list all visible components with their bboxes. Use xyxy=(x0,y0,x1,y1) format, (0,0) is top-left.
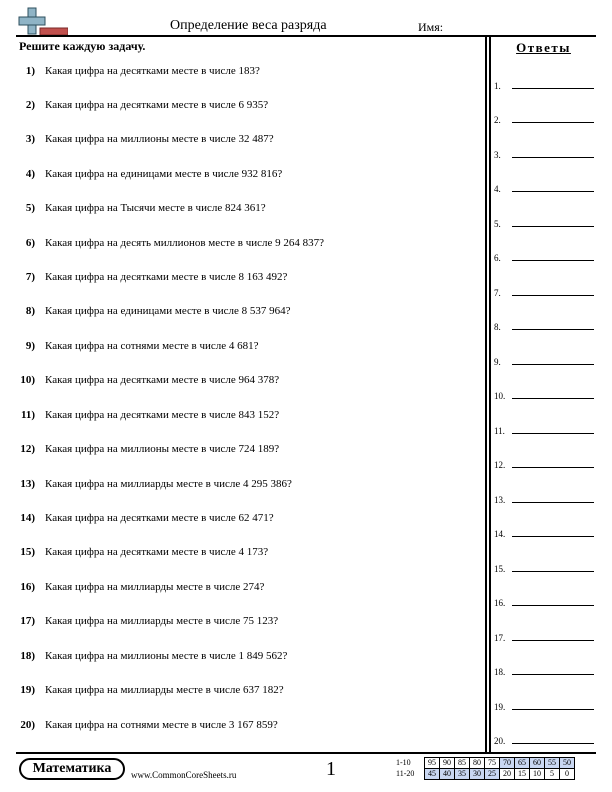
instruction-text: Решите каждую задачу. xyxy=(19,39,146,53)
bottom-divider xyxy=(16,752,596,754)
answer-slot[interactable] xyxy=(494,178,594,194)
score-cell: 60 xyxy=(530,758,545,769)
question-number: 4) xyxy=(25,168,35,180)
answer-line[interactable] xyxy=(512,122,594,123)
answer-slot[interactable] xyxy=(494,75,594,91)
answer-line[interactable] xyxy=(512,743,594,744)
score-cell: 70 xyxy=(500,758,515,769)
question-text: Какая цифра на миллиарды месте в числе 637 182? xyxy=(45,684,284,696)
question-text: Какая цифра на десятками месте в числе 4 173? xyxy=(45,546,269,558)
brand-badge: Математика xyxy=(19,758,125,780)
answer-slot[interactable] xyxy=(494,385,594,401)
question-text: Какая цифра на миллионы месте в числе 32 487? xyxy=(45,133,274,145)
answer-line[interactable] xyxy=(512,157,594,158)
question-number: 2) xyxy=(25,99,35,111)
question-text: Какая цифра на единицами месте в числе 932 816? xyxy=(45,168,283,180)
question-number: 16) xyxy=(20,581,35,593)
answer-number: 15. xyxy=(494,564,506,574)
question-number: 14) xyxy=(20,512,35,524)
question-number: 11) xyxy=(20,409,35,421)
question-text: Какая цифра на сотнями месте в числе 4 681? xyxy=(45,340,259,352)
name-label: Имя: xyxy=(418,20,444,34)
answer-line[interactable] xyxy=(512,88,594,89)
question-text: Какая цифра на десятками месте в числе 8 163 492? xyxy=(45,271,288,283)
question-text: Какая цифра на десятками месте в числе 183? xyxy=(45,65,260,77)
question-text: Какая цифра на десять миллионов месте в числе 9 264 837? xyxy=(45,237,324,249)
score-cell: 90 xyxy=(440,758,455,769)
math-plus-logo-icon xyxy=(16,6,68,36)
answer-number: 3. xyxy=(494,150,501,160)
answer-slot[interactable] xyxy=(494,316,594,332)
answer-line[interactable] xyxy=(512,571,594,572)
answer-number: 7. xyxy=(494,288,501,298)
question-number: 8) xyxy=(25,305,35,317)
question-text: Какая цифра на десятками месте в числе 843 152? xyxy=(45,409,280,421)
score-row xyxy=(396,758,575,769)
answer-line[interactable] xyxy=(512,329,594,330)
score-row-label: 1-10 xyxy=(396,758,411,767)
answer-line[interactable] xyxy=(512,640,594,641)
score-cell: 5 xyxy=(545,769,560,780)
score-cell: 55 xyxy=(545,758,560,769)
answer-line[interactable] xyxy=(512,295,594,296)
answer-number: 5. xyxy=(494,219,501,229)
score-row-label: 11-20 xyxy=(396,769,415,778)
answer-number: 12. xyxy=(494,460,506,470)
answer-slot[interactable] xyxy=(494,523,594,539)
answer-line[interactable] xyxy=(512,226,594,227)
score-cell: 40 xyxy=(440,769,455,780)
question-text: Какая цифра на Тысячи месте в числе 824 361? xyxy=(45,202,266,214)
question-number: 3) xyxy=(25,133,35,145)
score-row xyxy=(396,769,575,780)
answer-line[interactable] xyxy=(512,605,594,606)
score-cell: 45 xyxy=(425,769,440,780)
question-number: 1) xyxy=(25,65,35,77)
question-text: Какая цифра на сотнями месте в числе 3 167 859? xyxy=(45,719,278,731)
answer-line[interactable] xyxy=(512,709,594,710)
answer-slot[interactable] xyxy=(494,420,594,436)
score-cell: 85 xyxy=(455,758,470,769)
answer-slot[interactable] xyxy=(494,109,594,125)
answer-slot[interactable] xyxy=(494,592,594,608)
question-text: Какая цифра на миллиарды месте в числе 274? xyxy=(45,581,265,593)
question-number: 12) xyxy=(20,443,35,455)
page-title: Определение веса разряда xyxy=(170,18,327,33)
answer-slot[interactable] xyxy=(494,282,594,298)
answer-number: 4. xyxy=(494,184,501,194)
answer-line[interactable] xyxy=(512,502,594,503)
question-number: 6) xyxy=(25,237,35,249)
answer-number: 6. xyxy=(494,253,501,263)
score-cell: 80 xyxy=(470,758,485,769)
answer-number: 11. xyxy=(494,426,505,436)
score-cell: 25 xyxy=(485,769,500,780)
question-number: 9) xyxy=(25,340,35,352)
site-url: www.CommonCoreSheets.ru xyxy=(131,770,237,780)
answer-number: 8. xyxy=(494,322,501,332)
answer-line[interactable] xyxy=(512,398,594,399)
answer-slot[interactable] xyxy=(494,454,594,470)
question-text: Какая цифра на десятками месте в числе 964 378? xyxy=(45,374,280,386)
answer-number: 13. xyxy=(494,495,506,505)
answer-slot[interactable] xyxy=(494,696,594,712)
question-text: Какая цифра на миллиарды месте в числе 4 295 386? xyxy=(45,478,292,490)
question-number: 13) xyxy=(20,478,35,490)
answer-number: 9. xyxy=(494,357,501,367)
top-divider xyxy=(16,35,596,37)
question-number: 18) xyxy=(20,650,35,662)
answer-slot[interactable] xyxy=(494,247,594,263)
answer-line[interactable] xyxy=(512,536,594,537)
score-cell: 75 xyxy=(485,758,500,769)
score-cell: 35 xyxy=(455,769,470,780)
answer-number: 17. xyxy=(494,633,506,643)
question-number: 10) xyxy=(20,374,35,386)
answer-slot[interactable] xyxy=(494,558,594,574)
question-text: Какая цифра на десятками месте в числе 6 935? xyxy=(45,99,269,111)
answer-slot[interactable] xyxy=(494,489,594,505)
answer-line[interactable] xyxy=(512,191,594,192)
score-table xyxy=(396,757,575,780)
question-text: Какая цифра на единицами месте в числе 8 537 964? xyxy=(45,305,291,317)
question-text: Какая цифра на миллионы месте в числе 1 849 562? xyxy=(45,650,288,662)
answer-line[interactable] xyxy=(512,467,594,468)
answer-slot[interactable] xyxy=(494,627,594,643)
answer-line[interactable] xyxy=(512,433,594,434)
answer-number: 19. xyxy=(494,702,506,712)
score-cell: 20 xyxy=(500,769,515,780)
score-cell: 50 xyxy=(560,758,575,769)
answer-number: 18. xyxy=(494,667,506,677)
answer-line[interactable] xyxy=(512,260,594,261)
answer-number: 16. xyxy=(494,598,506,608)
answers-title: Ответы xyxy=(516,40,571,55)
answer-number: 10. xyxy=(494,391,506,401)
answer-slot[interactable] xyxy=(494,213,594,229)
answer-slot[interactable] xyxy=(494,661,594,677)
question-number: 7) xyxy=(25,271,35,283)
page-number: 1 xyxy=(326,758,336,780)
column-divider xyxy=(485,36,491,752)
answer-line[interactable] xyxy=(512,364,594,365)
question-text: Какая цифра на миллиарды месте в числе 75 123? xyxy=(45,615,279,627)
question-number: 17) xyxy=(20,615,35,627)
answer-slot[interactable] xyxy=(494,351,594,367)
score-cell: 15 xyxy=(515,769,530,780)
answer-slot[interactable] xyxy=(494,730,594,746)
question-number: 19) xyxy=(20,684,35,696)
answer-number: 20. xyxy=(494,736,506,746)
answer-line[interactable] xyxy=(512,674,594,675)
score-cell: 10 xyxy=(530,769,545,780)
answer-number: 2. xyxy=(494,115,501,125)
score-cell: 30 xyxy=(470,769,485,780)
score-cell: 65 xyxy=(515,758,530,769)
answer-slot[interactable] xyxy=(494,144,594,160)
question-text: Какая цифра на десятками месте в числе 62 471? xyxy=(45,512,274,524)
question-number: 20) xyxy=(20,719,35,731)
question-number: 15) xyxy=(20,546,35,558)
question-number: 5) xyxy=(25,202,35,214)
score-cell: 0 xyxy=(560,769,575,780)
answer-number: 1. xyxy=(494,81,501,91)
question-text: Какая цифра на миллионы месте в числе 724 189? xyxy=(45,443,280,455)
score-cell: 95 xyxy=(425,758,440,769)
answer-number: 14. xyxy=(494,529,506,539)
